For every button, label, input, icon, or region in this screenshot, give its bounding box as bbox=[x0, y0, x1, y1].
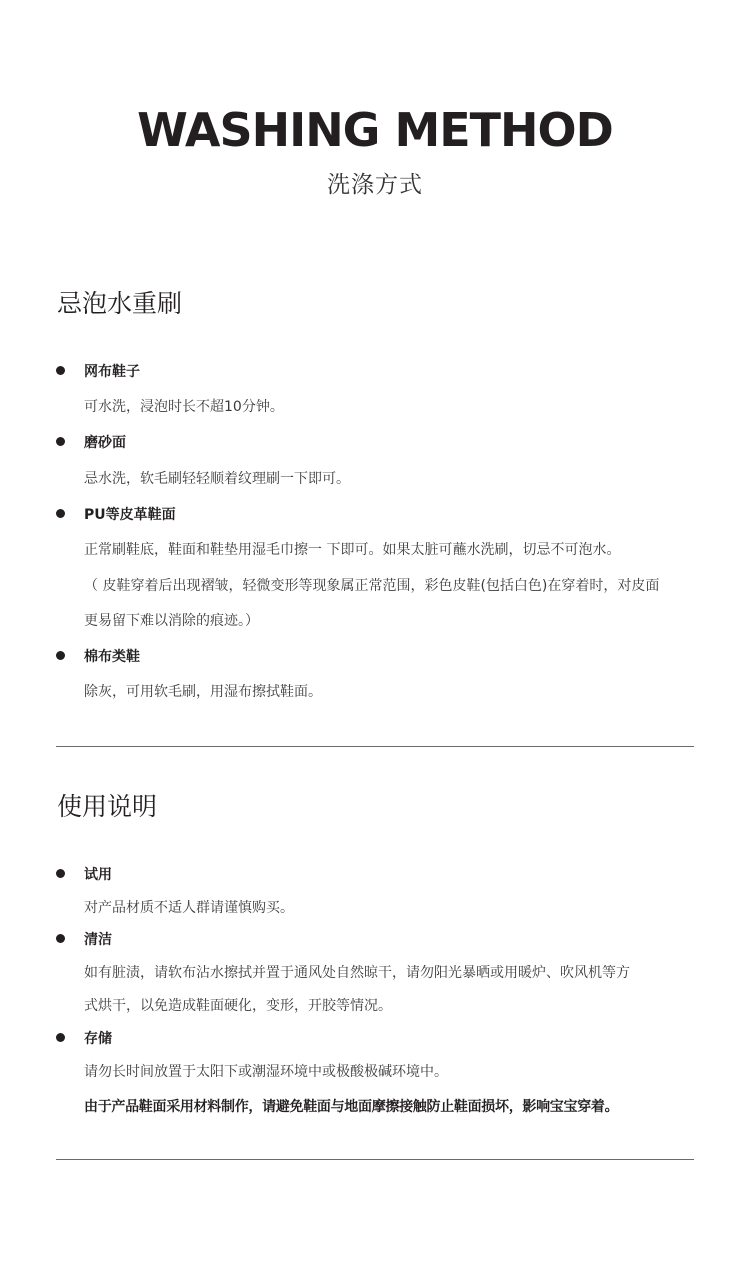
bullet-icon bbox=[56, 437, 65, 446]
page-subtitle: 洗涤方式 bbox=[327, 172, 423, 198]
item-text-pu-leather-line2: （ 皮鞋穿着后出现褶皱，轻微变形等现象属正常范围，彩色皮鞋(包括白色)在穿着时，对皮面 bbox=[84, 578, 660, 594]
item-text-storage: 请勿长时间放置于太阳下或潮湿环境中或极酸极碱环境中。 bbox=[84, 1064, 448, 1080]
section-heading-soak-warning: 忌泡水重刷 bbox=[57, 289, 183, 318]
item-title-cleaning: 清洁 bbox=[84, 932, 112, 948]
item-text-suede: 忌水洗，软毛刷轻轻顺着纹理刷一下即可。 bbox=[84, 471, 350, 487]
item-title-trial: 试用 bbox=[84, 867, 112, 883]
bullet-icon bbox=[56, 869, 65, 878]
item-title-cotton-shoes: 棉布类鞋 bbox=[84, 649, 140, 665]
item-text-pu-leather-line3: 更易留下难以消除的痕迹。） bbox=[84, 613, 259, 629]
bullet-icon bbox=[56, 934, 65, 943]
section-heading-usage: 使用说明 bbox=[57, 792, 158, 821]
item-title-suede: 磨砂面 bbox=[84, 435, 126, 451]
item-text-mesh-shoes: 可水洗，浸泡时长不超10分钟。 bbox=[84, 399, 284, 415]
item-text-cleaning-line2: 式烘干，以免造成鞋面硬化，变形，开胶等情况。 bbox=[84, 998, 392, 1014]
section-divider bbox=[56, 1159, 694, 1160]
item-text-cotton-shoes: 除灰，可用软毛刷，用湿布擦拭鞋面。 bbox=[84, 684, 322, 700]
bullet-icon bbox=[56, 366, 65, 375]
item-text-trial: 对产品材质不适人群请谨慎购买。 bbox=[84, 900, 294, 916]
item-title-pu-leather: PU等皮革鞋面 bbox=[84, 507, 176, 523]
bullet-icon bbox=[56, 509, 65, 518]
item-text-cleaning-line1: 如有脏渍，请软布沾水擦拭并置于通风处自然晾干，请勿阳光暴晒或用暖炉、吹风机等方 bbox=[84, 965, 630, 981]
item-title-storage: 存储 bbox=[84, 1031, 112, 1047]
item-text-storage-warning: 由于产品鞋面采用材料制作，请避免鞋面与地面摩擦接触防止鞋面损坏，影响宝宝穿着。 bbox=[84, 1099, 619, 1115]
bullet-icon bbox=[56, 651, 65, 660]
item-text-pu-leather-line1: 正常刷鞋底，鞋面和鞋垫用湿毛巾擦一 下即可。如果太脏可蘸水洗刷，切忌不可泡水。 bbox=[84, 542, 621, 558]
page-title: WASHING METHOD bbox=[137, 103, 613, 157]
bullet-icon bbox=[56, 1033, 65, 1042]
section-divider bbox=[56, 746, 694, 747]
item-title-mesh-shoes: 网布鞋子 bbox=[84, 364, 140, 380]
